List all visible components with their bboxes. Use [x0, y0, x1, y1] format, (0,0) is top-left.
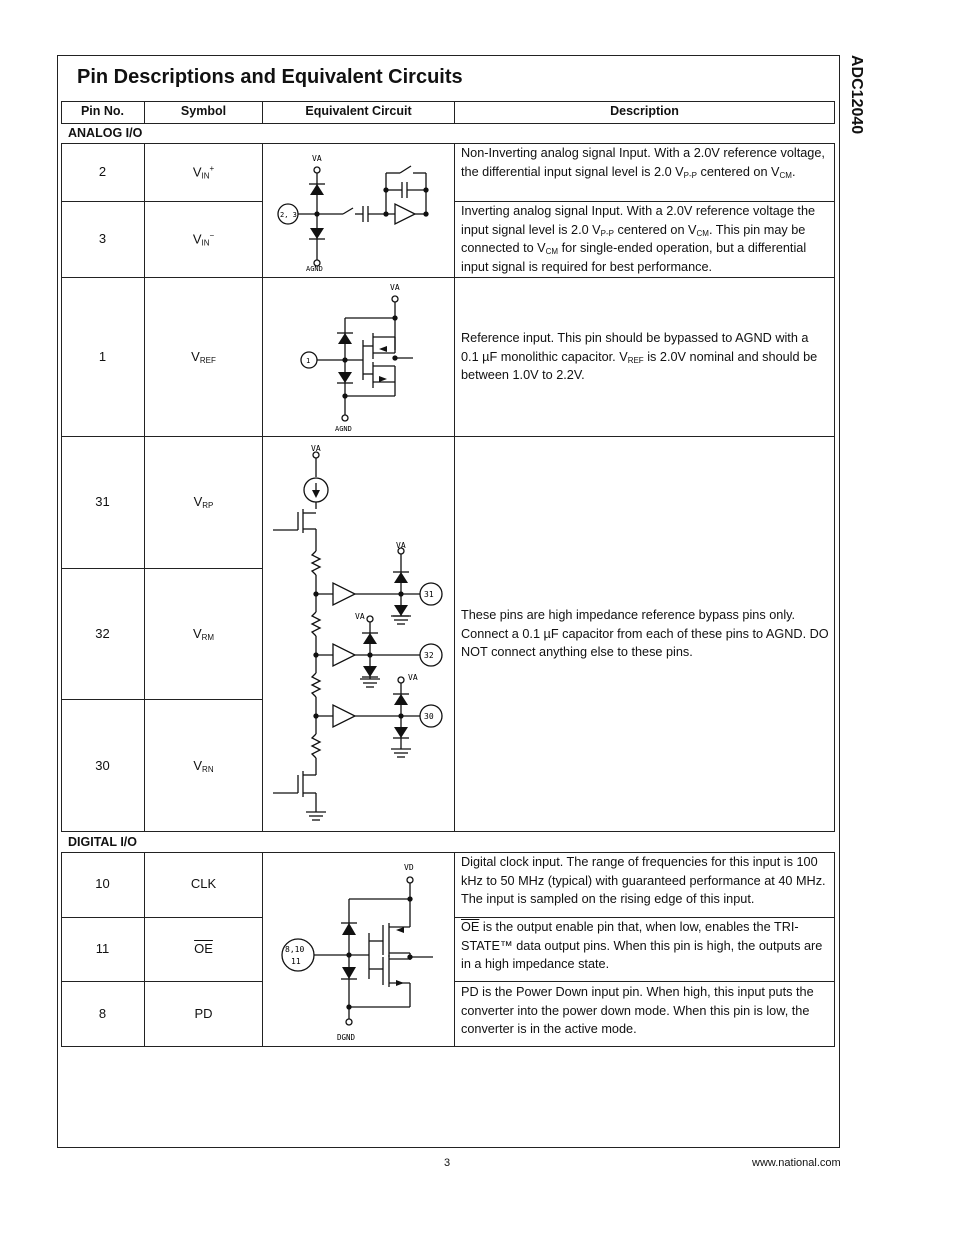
pin-number: 30 — [95, 758, 110, 773]
description-oe: $\overline{OE}$ is the output enable pin that, when low, enables the TRI-STATE™ data output pins. When this pin is high, the outputs are in a high impedance state. — [461, 920, 823, 972]
page-title: Pin Descriptions and Equivalent Circuits — [77, 66, 463, 88]
website-link[interactable]: www.national.com — [752, 1157, 841, 1169]
bypass-pin-label: 32 — [424, 651, 434, 660]
header-pin-no: Pin No. — [80, 104, 125, 118]
digital-supply-label: VD — [404, 863, 414, 872]
pin-symbol-vin-plus: $V_{IN}^+$ — [192, 164, 215, 181]
page-number: 3 — [444, 1157, 451, 1169]
vref-equivalent-circuit — [263, 278, 454, 436]
section-digital-io: DIGITAL I/O — [68, 835, 137, 849]
row-line — [61, 981, 262, 982]
header-symbol: Symbol — [180, 104, 227, 118]
digital-pin-label-line2: 11 — [291, 957, 301, 966]
pin-symbol-vref: $V_{REF}$ — [191, 349, 216, 365]
bypass-pin-label: 31 — [424, 590, 434, 599]
col-line — [834, 852, 835, 1047]
pin-symbol-vrm: $V_{RM}$ — [192, 626, 215, 642]
description-pd: PD is the Power Down input pin. When high, this input puts the converter into the power down mode. When this pin is low, the converter is in the active mode. — [461, 985, 814, 1037]
pin-symbol-clk: CLK — [190, 876, 217, 891]
pin-number: 11 — [95, 941, 110, 956]
row-line — [61, 917, 262, 918]
pin-symbol-pd: PD — [194, 1006, 213, 1021]
bypass-equivalent-circuit — [263, 437, 454, 831]
digital-equivalent-circuit — [263, 853, 454, 1046]
pin-symbol-oe: $\overline{OE}$ — [194, 941, 213, 956]
header-description: Description — [610, 104, 679, 118]
col-line — [61, 143, 62, 832]
col-line — [834, 143, 835, 832]
header-equivalent-circuit: Equivalent Circuit — [305, 104, 412, 118]
description-vin-plus: Non-Inverting analog signal Input. With a 2.0V reference voltage, the differential input signal level is 2.0 $V_{P-P}$ centered on $V_{CM}$. — [461, 146, 825, 180]
row-line — [61, 568, 262, 569]
bypass-supply-label: VA — [355, 612, 365, 621]
vin-equivalent-circuit — [263, 144, 454, 277]
vin-supply-label: VA — [312, 154, 322, 163]
row-line — [455, 981, 834, 982]
vref-ground-label: AGND — [335, 425, 352, 433]
vin-ground-label: AGND — [306, 265, 323, 273]
header-bottom-line — [61, 123, 834, 124]
col-line — [834, 101, 835, 124]
pin-number: 10 — [95, 876, 110, 891]
bypass-supply-label: VA — [311, 444, 321, 453]
bypass-supply-label: VA — [396, 541, 406, 550]
row-line — [61, 831, 834, 832]
side-part-number: ADC12040 — [848, 55, 865, 135]
pin-number: 3 — [98, 231, 107, 246]
description-vref: Reference input. This pin should be bypassed to AGND with a 0.1 µF monolithic capacitor. $V_{REF}$ is 2.0V nominal and should be between 1.0V to 2.2V. — [461, 331, 818, 383]
pin-number: 2 — [98, 164, 107, 179]
pin-symbol-vin-minus: $V_{IN}^-$ — [192, 231, 215, 248]
digital-ground-label: DGND — [337, 1033, 356, 1042]
vref-pin-label: 1 — [306, 357, 311, 365]
col-line — [454, 143, 455, 832]
pin-number: 32 — [95, 626, 110, 641]
row-line — [61, 201, 262, 202]
vref-supply-label: VA — [390, 283, 400, 292]
digital-pin-label-line1: 8,10 — [285, 945, 305, 954]
table-top-line — [61, 101, 834, 102]
bypass-pin-label: 30 — [424, 712, 434, 721]
bypass-supply-label: VA — [408, 673, 418, 682]
row-line — [61, 699, 262, 700]
col-line — [454, 852, 455, 1047]
description-bypass-pins: These pins are high impedance reference bypass pins only. Connect a 0.1 µF capacitor from each of these pins to AGND. DO NOT connect anything else to these pins. — [461, 608, 829, 660]
vin-pin-label: 2, 3 — [280, 211, 297, 219]
pin-symbol-vrp: $V_{RP}$ — [193, 494, 214, 510]
section-analog-io: ANALOG I/O — [68, 126, 143, 140]
pin-number: 31 — [95, 494, 110, 509]
description-vin-minus: Inverting analog signal Input. With a 2.0V reference voltage the input signal level is 2.0 $V_{P-P}$ centered on $V_{CM}$. This pin may be connected to $V_{CM}$ for single-ended operation, but a differential input signal is required for best performance. — [461, 204, 816, 274]
pin-symbol-vrn: $V_{RN}$ — [193, 758, 214, 774]
pin-number: 8 — [98, 1006, 107, 1021]
table-bottom-line — [61, 1046, 834, 1047]
pin-number: 1 — [98, 349, 107, 364]
description-clk: Digital clock input. The range of frequencies for this input is 100 kHz to 50 MHz (typical) with guaranteed performance at 40 MHz. The input is sampled on the rising edge of this input. — [461, 855, 826, 907]
